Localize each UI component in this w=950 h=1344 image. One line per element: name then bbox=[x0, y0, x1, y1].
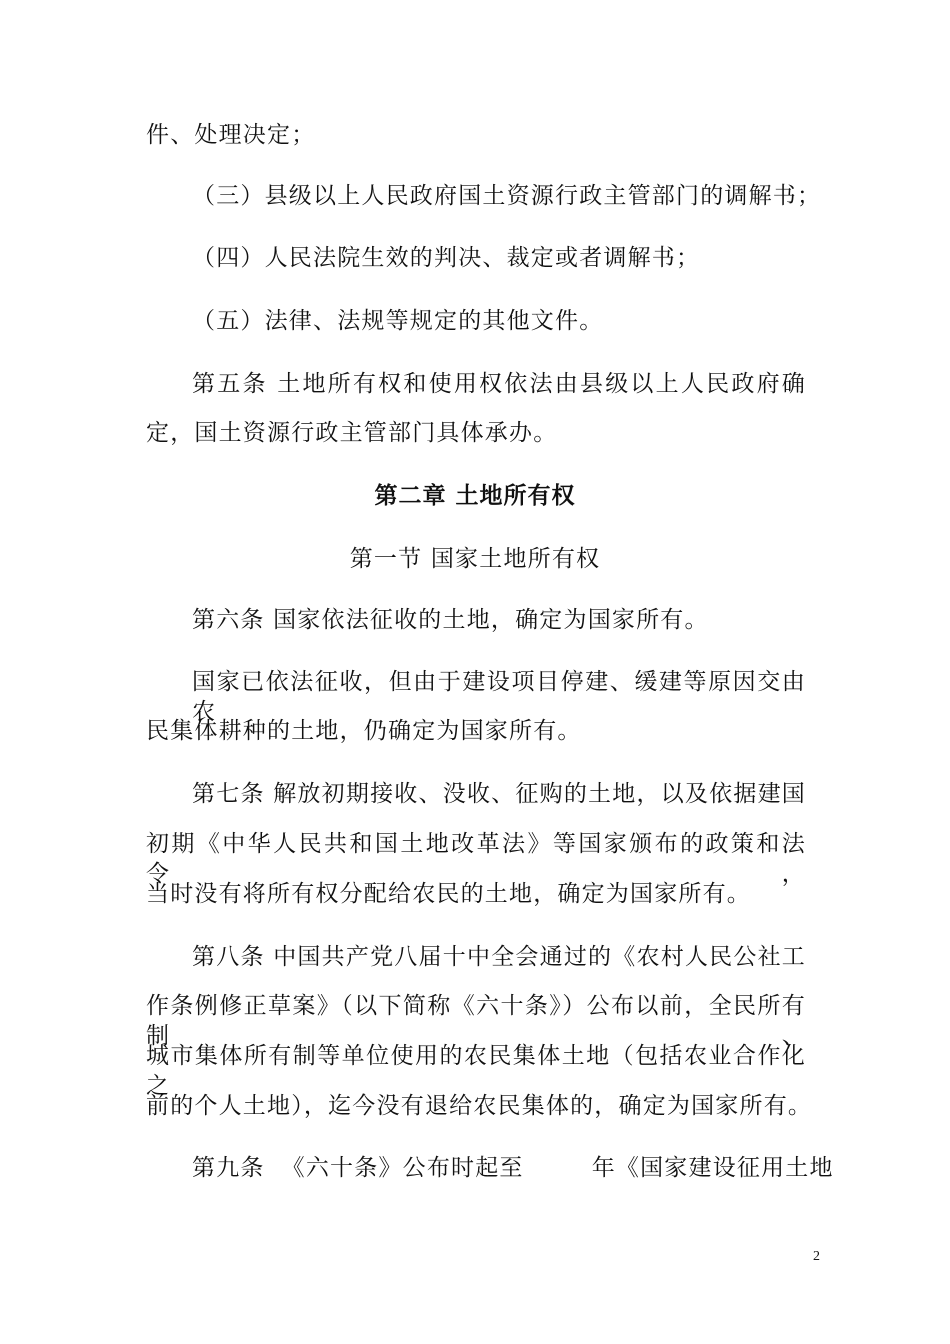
article-7-line-3: 当时没有将所有权分配给农民的土地，确定为国家所有。 bbox=[146, 881, 751, 907]
section-title: 第一节 国家土地所有权 bbox=[349, 546, 601, 572]
page-number: 2 bbox=[813, 1249, 820, 1264]
paragraph-line: 国家已依法征收，但由于建设项目停建、缓建等原因交由农 bbox=[192, 669, 806, 725]
article-8-line-4: 前的个人土地），迄今没有退给农民集体的，确定为国家所有。 bbox=[146, 1093, 813, 1119]
paragraph-line: （四）人民法院生效的判决、裁定或者调解书； bbox=[192, 245, 701, 271]
article-8-line-1: 第八条 中国共产党八届十中全会通过的《农村人民公社工 bbox=[192, 944, 806, 970]
article-7-line-2: 初期《中华人民共和国土地改革法》等国家颁布的政策和法令， bbox=[146, 831, 806, 887]
article-9-line-1: 第九条 《六十条》公布时起至 年《国家建设征用土地 bbox=[192, 1155, 834, 1181]
paragraph-line: （五）法律、法规等规定的其他文件。 bbox=[192, 308, 604, 334]
article-8-line-2: 作条例修正草案》（以下简称《六十条》）公布以前，全民所有制、 bbox=[146, 993, 806, 1049]
article-6-line-1: 第六条 国家依法征收的土地，确定为国家所有。 bbox=[192, 607, 709, 633]
chapter-title: 第二章 土地所有权 bbox=[374, 483, 576, 509]
article-8-line-3: 城市集体所有制等单位使用的农民集体土地（包括农业合作化之 bbox=[146, 1043, 806, 1099]
article-5-line-2: 定，国土资源行政主管部门具体承办。 bbox=[146, 420, 558, 446]
paragraph-line: 件、处理决定； bbox=[146, 122, 316, 148]
paragraph-line: 民集体耕种的土地，仍确定为国家所有。 bbox=[146, 718, 582, 744]
paragraph-line: （三）县级以上人民政府国土资源行政主管部门的调解书； bbox=[192, 183, 822, 209]
article-7-line-1: 第七条 解放初期接收、没收、征购的土地，以及依据建国 bbox=[192, 781, 806, 807]
article-5-line-1: 第五条 土地所有权和使用权依法由县级以上人民政府确 bbox=[192, 371, 806, 397]
